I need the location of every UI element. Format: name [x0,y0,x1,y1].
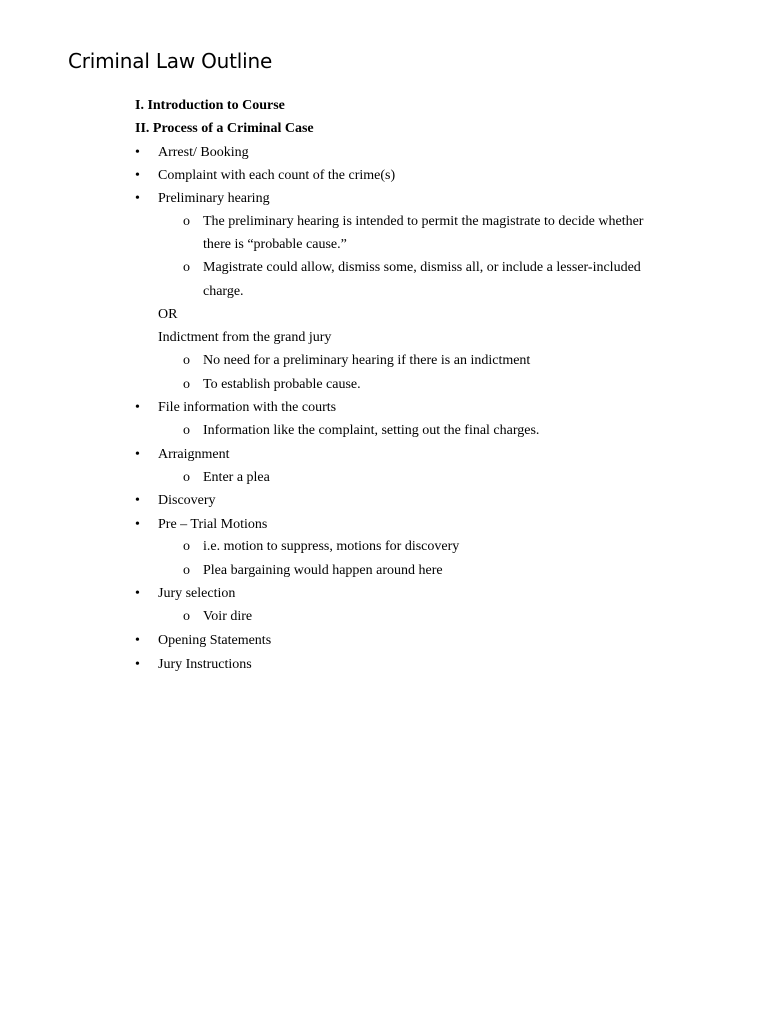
plain-line: OR [158,307,178,322]
sub-list-item: Enter a plea [203,470,270,485]
bullet-marker: • [135,400,140,415]
list-item: Opening Statements [158,633,272,648]
sub-list-item-continuation: charge. [203,284,244,299]
list-item: Jury selection [158,586,236,601]
section-heading-process: II. Process of a Criminal Case [135,121,314,136]
sub-list-item: Information like the complaint, setting out the final charges. [203,423,540,438]
list-item: Pre – Trial Motions [158,517,268,532]
sub-list-item: Plea bargaining would happen around here [203,563,443,578]
bullet-marker: • [135,145,140,160]
list-item: Arraignment [158,447,230,462]
bullet-marker: • [135,168,140,183]
sub-list-item-continuation: there is “probable cause.” [203,237,347,252]
sub-list-item: To establish probable cause. [203,377,361,392]
bullet-marker: • [135,191,140,206]
sub-bullet-marker: o [183,470,190,485]
bullet-marker: • [135,633,140,648]
sub-bullet-marker: o [183,609,190,624]
bullet-marker: • [135,586,140,601]
section-heading-introduction: I. Introduction to Course [135,98,285,113]
list-item: Arrest/ Booking [158,145,249,160]
sub-bullet-marker: o [183,377,190,392]
sub-bullet-marker: o [183,214,190,229]
list-item: Discovery [158,493,216,508]
sub-list-item: i.e. motion to suppress, motions for discovery [203,539,460,554]
bullet-marker: • [135,657,140,672]
list-item: Preliminary hearing [158,191,270,206]
list-item: Jury Instructions [158,657,252,672]
list-item: Complaint with each count of the crime(s) [158,168,396,183]
sub-bullet-marker: o [183,423,190,438]
sub-bullet-marker: o [183,353,190,368]
sub-list-item: Voir dire [203,609,253,624]
sub-bullet-marker: o [183,260,190,275]
sub-bullet-marker: o [183,563,190,578]
sub-list-item: Magistrate could allow, dismiss some, dismiss all, or include a lesser-included [203,260,641,275]
bullet-marker: • [135,447,140,462]
plain-line: Indictment from the grand jury [158,330,332,345]
sub-list-item: No need for a preliminary hearing if there is an indictment [203,353,531,368]
sub-bullet-marker: o [183,539,190,554]
document-title: Criminal Law Outline [68,49,273,73]
bullet-marker: • [135,493,140,508]
sub-list-item: The preliminary hearing is intended to permit the magistrate to decide whether [203,214,644,229]
bullet-marker: • [135,517,140,532]
list-item: File information with the courts [158,400,337,415]
